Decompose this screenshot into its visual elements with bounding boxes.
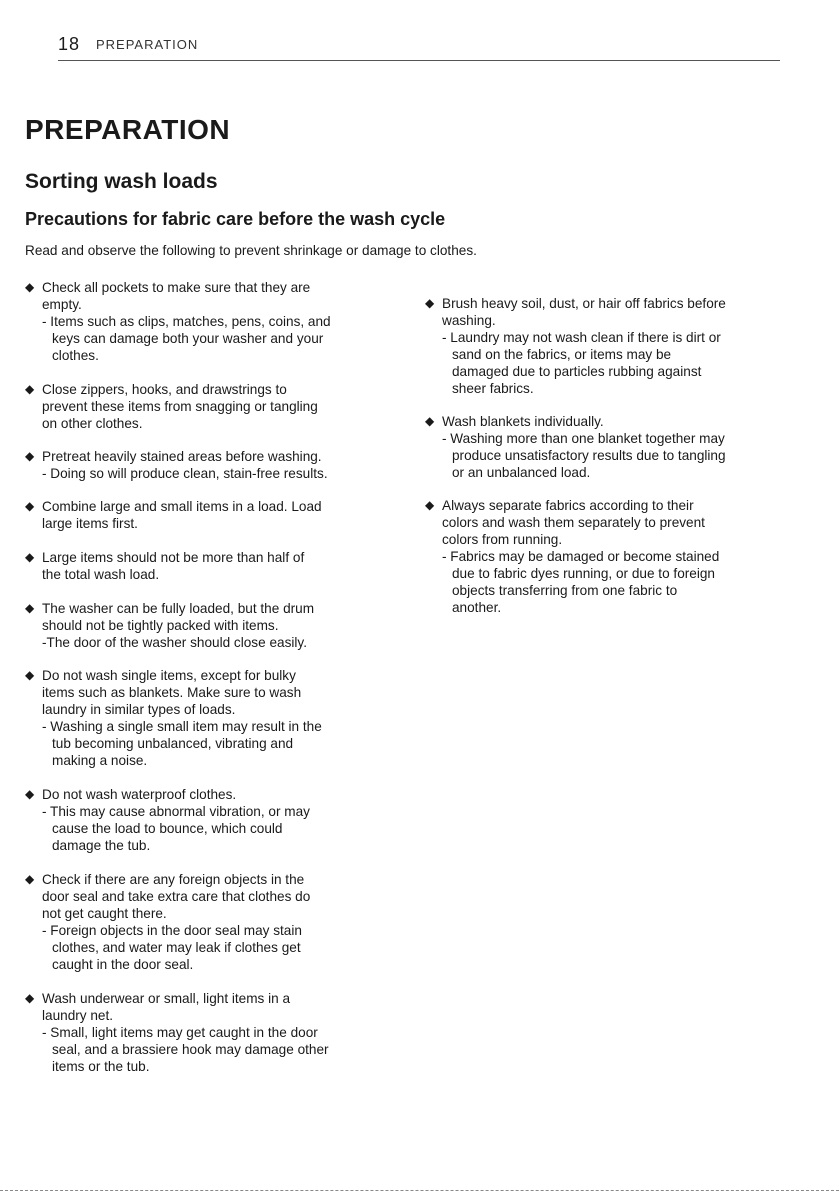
bullet-note-continued: sheer fabrics. xyxy=(452,381,534,396)
bullet-text: The washer can be fully loaded, but the drum xyxy=(42,601,315,616)
bullet-text: Close zippers, hooks, and drawstrings to xyxy=(42,382,287,397)
diamond-bullet-icon: ◆ xyxy=(25,787,35,801)
bullet-text: colors from running. xyxy=(442,532,563,547)
bullet-item xyxy=(25,871,395,973)
diamond-bullet-icon: ◆ xyxy=(25,280,35,294)
diamond-bullet-icon: ◆ xyxy=(25,872,35,886)
section-heading: Sorting wash loads xyxy=(25,170,218,193)
bullet-text: Always separate fabrics according to their xyxy=(442,498,694,513)
bullet-note-continued: cause the load to bounce, which could xyxy=(52,821,283,836)
bullet-text: Pretreat heavily stained areas before washing. xyxy=(42,449,322,464)
diamond-bullet-icon: ◆ xyxy=(25,991,35,1005)
bullet-note-continued: clothes, and water may leak if clothes get xyxy=(52,940,301,955)
bullet-item xyxy=(425,413,795,481)
bullet-text: not get caught there. xyxy=(42,906,167,921)
bullet-text: should not be tightly packed with items. xyxy=(42,618,279,633)
bullet-note: - Washing more than one blanket together may xyxy=(442,431,725,446)
bullet-note-continued: seal, and a brassiere hook may damage other xyxy=(52,1042,329,1057)
bullet-text: washing. xyxy=(442,313,496,328)
bullet-item xyxy=(425,295,795,397)
bullet-text: door seal and take extra care that clothes do xyxy=(42,889,311,904)
bullet-text: on other clothes. xyxy=(42,416,143,431)
bullet-note: - Laundry may not wash clean if there is dirt or xyxy=(442,330,721,345)
bullet-note-continued: damaged due to particles rubbing against xyxy=(452,364,702,379)
left-column xyxy=(25,279,395,1075)
bullet-text: empty. xyxy=(42,297,82,312)
diamond-bullet-icon: ◆ xyxy=(25,668,35,682)
bullet-text: Do not wash waterproof clothes. xyxy=(42,787,237,802)
subsection-heading: Precautions for fabric care before the wash cycle xyxy=(25,209,446,229)
intro-text: Read and observe the following to prevent shrinkage or damage to clothes. xyxy=(25,243,477,258)
diamond-bullet-icon: ◆ xyxy=(25,382,35,396)
bullet-text: Check all pockets to make sure that they are xyxy=(42,280,311,295)
bullet-text: Check if there are any foreign objects in the xyxy=(42,872,305,887)
bullet-note-continued: another. xyxy=(452,600,502,615)
bullet-text: laundry in similar types of loads. xyxy=(42,702,236,717)
diamond-bullet-icon: ◆ xyxy=(425,414,435,428)
diamond-bullet-icon: ◆ xyxy=(25,550,35,564)
bullet-note: - This may cause abnormal vibration, or may xyxy=(42,804,310,819)
bullet-text: large items first. xyxy=(42,516,138,531)
bullet-item xyxy=(25,498,395,532)
bullet-text: Large items should not be more than half of xyxy=(42,550,305,565)
bullet-note: - Doing so will produce clean, stain-free results. xyxy=(42,466,328,481)
bullet-text: Wash blankets individually. xyxy=(442,414,604,429)
bullet-text: Brush heavy soil, dust, or hair off fabrics before xyxy=(442,296,726,311)
bullet-note-continued: caught in the door seal. xyxy=(52,957,194,972)
bullet-note: -The door of the washer should close easily. xyxy=(42,635,307,650)
bullet-text: Wash underwear or small, light items in a xyxy=(42,991,291,1006)
bullet-note: - Items such as clips, matches, pens, coins, and xyxy=(42,314,331,329)
bullet-text: items such as blankets. Make sure to wash xyxy=(42,685,302,700)
bullet-note-continued: items or the tub. xyxy=(52,1059,150,1074)
bullet-note-continued: due to fabric dyes running, or due to foreign xyxy=(452,566,715,581)
right-column xyxy=(425,295,795,616)
bullet-note-continued: produce unsatisfactory results due to tangling xyxy=(452,448,726,463)
bullet-item xyxy=(25,600,395,651)
diamond-bullet-icon: ◆ xyxy=(425,498,435,512)
header-section-label: PREPARATION xyxy=(96,37,199,52)
diamond-bullet-icon: ◆ xyxy=(25,499,35,513)
bullet-note-continued: making a noise. xyxy=(52,753,148,768)
bullet-item xyxy=(25,549,395,583)
bullet-note-continued: damage the tub. xyxy=(52,838,151,853)
bullet-note-continued: clothes. xyxy=(52,348,99,363)
bullet-text: Combine large and small items in a load. Load xyxy=(42,499,322,514)
diamond-bullet-icon: ◆ xyxy=(425,296,435,310)
bullet-text: prevent these items from snagging or tangling xyxy=(42,399,318,414)
bullet-note: - Foreign objects in the door seal may stain xyxy=(42,923,302,938)
bullet-text: colors and wash them separately to prevent xyxy=(442,515,705,530)
bullet-item xyxy=(425,497,795,616)
bullet-text: the total wash load. xyxy=(42,567,160,582)
page-title: PREPARATION xyxy=(25,114,231,145)
bullet-note-continued: or an unbalanced load. xyxy=(452,465,591,480)
bullet-text: Do not wash single items, except for bulky xyxy=(42,668,296,683)
bullet-item xyxy=(25,990,395,1075)
bullet-note: - Washing a single small item may result in the xyxy=(42,719,322,734)
diamond-bullet-icon: ◆ xyxy=(25,601,35,615)
bullet-item xyxy=(25,381,395,432)
bullet-text: laundry net. xyxy=(42,1008,114,1023)
bullet-item xyxy=(25,667,395,769)
bullet-note-continued: sand on the fabrics, or items may be xyxy=(452,347,672,362)
bullet-note-continued: tub becoming unbalanced, vibrating and xyxy=(52,736,294,751)
diamond-bullet-icon: ◆ xyxy=(25,449,35,463)
bullet-note: - Fabrics may be damaged or become stained xyxy=(442,549,720,564)
bullet-note-continued: objects transferring from one fabric to xyxy=(452,583,678,598)
bullet-note: - Small, light items may get caught in the door xyxy=(42,1025,318,1040)
bullet-note-continued: keys can damage both your washer and your xyxy=(52,331,324,346)
page-header xyxy=(58,34,780,61)
bullet-item xyxy=(25,786,395,854)
bullet-item xyxy=(25,448,395,482)
bullet-item xyxy=(25,279,395,364)
page-number: 18 xyxy=(58,34,81,54)
